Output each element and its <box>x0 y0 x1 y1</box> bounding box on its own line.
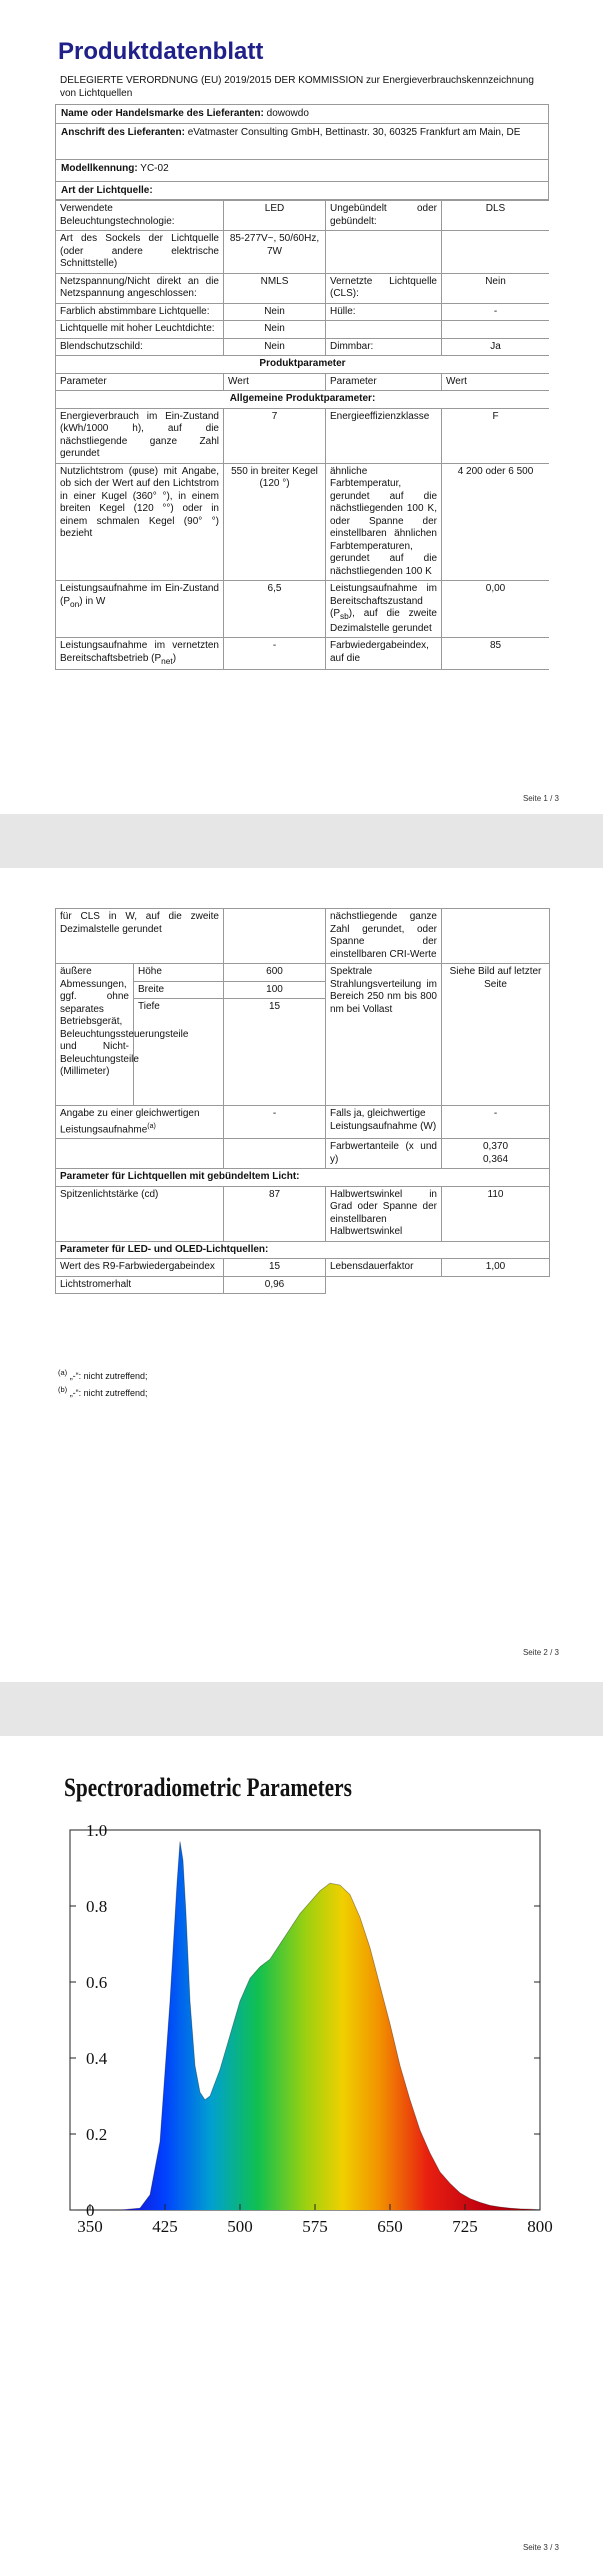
energy-value: 7 <box>224 408 326 463</box>
light-source-type-label: Art der Lichtquelle: <box>61 185 153 196</box>
psb-value: 0,00 <box>442 581 550 638</box>
psb-label: Leistungsaufnahme im Bereitschaftszustand $(P_{sb})$, auf die zweite Dezimalstelle gerundet <box>326 581 442 638</box>
spectrum-chart <box>50 1810 570 2250</box>
column-header: Parameter <box>56 373 224 391</box>
supplier-name-row <box>55 104 549 124</box>
chart-title: Spectroradiometric Parameters <box>64 1773 352 1802</box>
cls-value: Nein <box>442 273 550 303</box>
table-row <box>56 638 550 670</box>
antiglare-label: Blendschutzschild: <box>56 338 224 356</box>
column-header: Wert <box>224 373 326 391</box>
beam-angle-label: Halbwertswinkel in Grad oder Spanne der einstellbaren Halbwertswinkel <box>326 1186 442 1241</box>
mains-value: NMLS <box>224 273 326 303</box>
pon-value: 6,5 <box>224 581 326 638</box>
height-value: 600 <box>224 964 326 982</box>
mains-label: Netzspannung/Nicht direkt an die Netzspannung angeschlossen: <box>56 273 224 303</box>
x-tick-label: 575 <box>302 2217 328 2236</box>
table-row <box>56 1106 550 1139</box>
beam-angle-value: 110 <box>442 1186 550 1241</box>
section-title: Allgemeine Produktparameter: <box>56 391 550 409</box>
spectrum-area <box>70 1841 540 2210</box>
supplier-address-row <box>55 124 549 160</box>
r9-label: Wert des R9-Farbwiedergabeindex <box>56 1259 224 1277</box>
flux-label: Nutzlichtstrom (φuse) mit Angabe, ob sich der Wert auf den Lichtstrom in einer Kugel (360° °), in einem breiten Kegel (120 °°) oder in einem schmalen Kegel (90° °) bezieht <box>56 463 224 581</box>
table-row <box>56 273 550 303</box>
model-id: YC-02 <box>140 163 169 174</box>
high-luminance-value: Nein <box>224 321 326 339</box>
equivalent-power-watt-label: Falls ja, gleichwertige Leistungsaufnahme (W) <box>326 1106 442 1139</box>
table-row <box>56 338 550 356</box>
pnet-label: Leistungsaufnahme im vernetzten Bereitschaftsbetrieb $(P_{net})$ <box>56 638 224 670</box>
lumen-maintenance-value: 0,96 <box>224 1276 326 1294</box>
table-row <box>56 408 550 463</box>
depth-value: 15 <box>224 999 326 1106</box>
table-row <box>56 964 550 982</box>
supplier-block <box>55 104 549 200</box>
x-tick-label: 425 <box>152 2217 178 2236</box>
technology-label: Verwendete Beleuchtungstechnologie: <box>56 201 224 231</box>
cri-value: 85 <box>442 638 550 670</box>
pnet-label-continued: für CLS in W, auf die zweite Dezimalstelle gerundet <box>56 909 224 964</box>
footnote-a: $^{(a)}$ „-“: nicht zutreffend; <box>58 1368 148 1381</box>
supplier-name: dowowdo <box>266 108 309 119</box>
equivalent-power-watt-value: - <box>442 1106 550 1139</box>
section-title: Produktparameter <box>56 356 550 374</box>
equivalent-power-label: Angabe zu einer gleichwertigen Leistungsaufnahme$^{(a)}$ <box>56 1106 224 1139</box>
chromaticity-label: Farbwertanteile (x und y) <box>326 1139 442 1169</box>
width-value: 100 <box>224 981 326 999</box>
regulation-text: DELEGIERTE VERORDNUNG (EU) 2019/2015 DER KOMMISSION zur Energieverbrauchskennzeichnung von Lichtquellen <box>60 75 534 99</box>
x-tick-label: 725 <box>452 2217 478 2236</box>
height-label: Höhe <box>134 964 224 982</box>
section-title: Parameter für LED- und OLED-Lichtquellen: <box>56 1241 550 1259</box>
table-row <box>56 356 550 374</box>
table-row <box>56 1259 550 1277</box>
table-row <box>56 391 550 409</box>
y-tick-label: 0.6 <box>86 1973 108 1992</box>
main-table-page2 <box>55 908 549 1294</box>
light-source-type-row <box>55 182 549 200</box>
table-row <box>56 1186 550 1241</box>
cri-label-continued: nächstliegende ganze Zahl gerundet, oder Spanne der einstellbaren CRI-Werte <box>326 909 442 964</box>
table-row <box>56 1139 550 1169</box>
pon-label: Leistungsaufnahme im Ein-Zustand $(P_{on})$ in W <box>56 581 224 638</box>
column-header: Parameter <box>326 373 442 391</box>
table-row <box>56 1169 550 1187</box>
y-tick-label: 0.2 <box>86 2125 108 2144</box>
flux-value: 550 in breiter Kegel (120 °) <box>224 463 326 581</box>
peak-intensity-value: 87 <box>224 1186 326 1241</box>
page-number: Seite 2 / 3 <box>522 1648 559 1657</box>
pnet-value: - <box>224 638 326 670</box>
table-row <box>56 373 550 391</box>
dimmable-label: Dimmbar: <box>326 338 442 356</box>
width-label: Breite <box>134 981 224 999</box>
supplier-name-label: Name oder Handelsmarke des Lieferanten: <box>61 108 264 119</box>
spectral-distribution-label: Spektrale Strahlungsverteilung im Bereich 250 nm bis 800 nm bei Vollast <box>326 964 442 1106</box>
cap-type-value: 85-277V~, 50/60Hz, 7W <box>224 231 326 274</box>
table-row <box>56 201 550 231</box>
column-header: Wert <box>442 373 550 391</box>
page-number: Seite 1 / 3 <box>522 794 559 803</box>
x-tick-label: 500 <box>227 2217 253 2236</box>
x-tick-label: 800 <box>527 2217 553 2236</box>
section-title: Parameter für Lichtquellen mit gebündeltem Licht: <box>56 1169 550 1187</box>
antiglare-value: Nein <box>224 338 326 356</box>
table-row <box>56 909 550 964</box>
light-source-table <box>55 200 549 670</box>
energy-label: Energieverbrauch im Ein-Zustand (kWh/1000 h), auf die nächstliegende ganze Zahl gerundet <box>56 408 224 463</box>
main-table-page1 <box>55 200 549 780</box>
equivalent-power-value: - <box>224 1106 326 1139</box>
table-row <box>56 581 550 638</box>
energy-class-label: Energieeffizienzklasse <box>326 408 442 463</box>
footnotes <box>58 1366 148 1400</box>
y-tick-label: 1.0 <box>86 1821 108 1840</box>
table-row <box>56 1276 550 1294</box>
table-row <box>56 1241 550 1259</box>
high-luminance-label: Lichtquelle mit hoher Leuchtdichte: <box>56 321 224 339</box>
x-tick-label: 650 <box>377 2217 403 2236</box>
cls-label: Vernetzte Lichtquelle (CLS): <box>326 273 442 303</box>
page-number: Seite 3 / 3 <box>522 2543 559 2552</box>
directional-label: Ungebündelt oder gebündelt: <box>326 201 442 231</box>
lumen-maintenance-label: Lichtstromerhalt <box>56 1276 224 1294</box>
cri-label: Farbwiedergabeindex, auf die <box>326 638 442 670</box>
cap-type-label: Art des Sockels der Lichtquelle (oder andere elektrische Schnittstelle) <box>56 231 224 274</box>
supplier-address-label: Anschrift des Lieferanten: <box>61 127 185 138</box>
tunable-value: Nein <box>224 303 326 321</box>
y-tick-label: 0 <box>86 2201 95 2220</box>
chromaticity-value: 0,370 0,364 <box>442 1139 550 1169</box>
directional-value: DLS <box>442 201 550 231</box>
survival-factor-value: 1,00 <box>442 1259 550 1277</box>
dimmable-value: Ja <box>442 338 550 356</box>
energy-class-value: F <box>442 408 550 463</box>
cct-label: ähnliche Farbtemperatur, gerundet auf die nächstliegenden 100 K, oder Spanne der einstellbaren ähnlichen Farbtemperaturen, gerundet auf die nächstliegenden 100 K <box>326 463 442 581</box>
cct-value: 4 200 oder 6 500 <box>442 463 550 581</box>
table-row <box>56 231 550 274</box>
chart-marks <box>70 1841 540 2210</box>
y-tick-label: 0.8 <box>86 1897 108 1916</box>
table-row <box>56 463 550 581</box>
depth-label: Tiefe <box>134 999 224 1106</box>
supplier-address: eVatmaster Consulting GmbH, Bettinastr. 30, 60325 Frankfurt am Main, DE <box>187 127 521 138</box>
peak-intensity-label: Spitzenlichtstärke (cd) <box>56 1186 224 1241</box>
technology-value: LED <box>224 201 326 231</box>
r9-value: 15 <box>224 1259 326 1277</box>
page-1 <box>0 0 603 814</box>
spectral-distribution-value: Siehe Bild auf letzter Seite <box>442 964 550 1106</box>
footnote-b: $^{(b)}$ „-“: nicht zutreffend; <box>58 1385 148 1398</box>
parameter-table-continued <box>55 908 550 1294</box>
page-2 <box>0 868 603 1682</box>
envelope-label: Hülle: <box>326 303 442 321</box>
envelope-value: - <box>442 303 550 321</box>
table-row <box>56 303 550 321</box>
x-tick-label: 350 <box>77 2217 103 2236</box>
dimensions-label: äußere Abmessungen, ggf. ohne separates Betriebsgerät, Beleuchtungssteuerungsteile und Nicht-Beleuchtungsteile (Millimeter) <box>56 964 134 1106</box>
table-row <box>56 321 550 339</box>
model-label: Modellkennung: <box>61 163 138 174</box>
y-tick-label: 0.4 <box>86 2049 108 2068</box>
survival-factor-label: Lebensdauerfaktor <box>326 1259 442 1277</box>
page-title: Produktdatenblatt <box>58 38 264 65</box>
tunable-label: Farblich abstimmbare Lichtquelle: <box>56 303 224 321</box>
model-row <box>55 160 549 182</box>
